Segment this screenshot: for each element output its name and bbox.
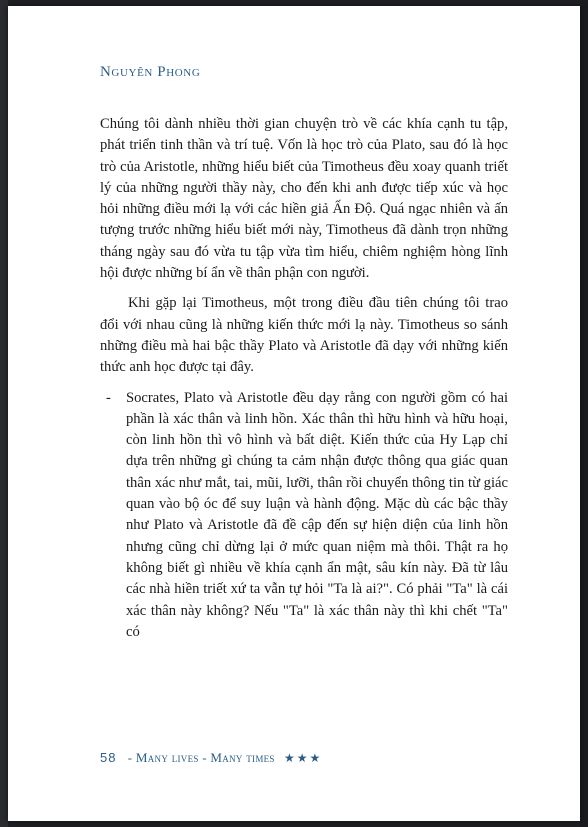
paragraph-2: Khi gặp lại Timotheus, một trong điều đầu tiên chúng tôi trao đổi với nhau cũng là những kiến thức mới lạ này. Timotheus so sánh những điều mà hai bậc thầy Plato và Aristotle đã dạy với những kiến thức anh học được tại đây. (100, 295, 508, 376)
book-page (8, 6, 580, 821)
page-body (100, 114, 508, 643)
viewer-left-edge (0, 0, 8, 827)
running-header-author: Nguyên Phong (100, 64, 201, 80)
page-number: 58 (100, 750, 117, 765)
list-bullet: - (106, 389, 111, 406)
footer-book-title: - Many lives - Many times (127, 750, 275, 765)
list-item (100, 388, 508, 644)
star-ornament-icon: ★★★ (284, 751, 323, 765)
paragraph-1: Chúng tôi dành nhiều thời gian chuyện trò về các khía cạnh tu tập, phát triển tinh thần và trí tuệ. Vốn là học trò của Plato, sau đó là học trò của Aristotle, những hiểu biết của Timotheus đều xoay quanh triết lý của những người thầy này, cho đến khi anh được tiếp xúc và học hỏi những điều mới lạ với các hiền giả Ấn Độ. Quá ngạc nhiên và ấn tượng trước những hiểu biết mới này, Timotheus đã dành trọn những tháng ngày sau đó vừa tu tập vừa tìm hiểu, chiêm nghiệm hòng lĩnh hội được những bí ẩn về thân phận con người. (100, 116, 508, 282)
list-item-text: Socrates, Plato và Aristotle đều dạy rằng con người gồm có hai phần là xác thân và linh hồn. Xác thân thì hữu hình và hữu hoại, còn linh hồn thì vô hình và bất diệt. Kiến thức của Hy Lạp chỉ dựa trên những gì chúng ta cảm nhận được thông qua giác quan thân xác như mắt, tai, mũi, lưỡi, thân rồi chuyển thông tin từ giác quan vào bộ óc để suy luận và hành động. Mặc dù các bậc thầy như Plato và Aristotle đã đề cập đến sự hiện diện của linh hồn nhưng cũng chỉ dừng lại ở mức quan niệm mà thôi. Thật ra họ không biết gì nhiều về khía cạnh ẩn mật, sâu kín này. Đã từ lâu các nhà hiền triết xứ ta vẫn tự hỏi "Ta là ai?". Có phải "Ta" là cái xác thân này không? Nếu "Ta" là xác thân này thì khi chết "Ta" có (126, 389, 508, 640)
viewer-right-edge (580, 0, 588, 827)
running-footer (100, 750, 322, 766)
